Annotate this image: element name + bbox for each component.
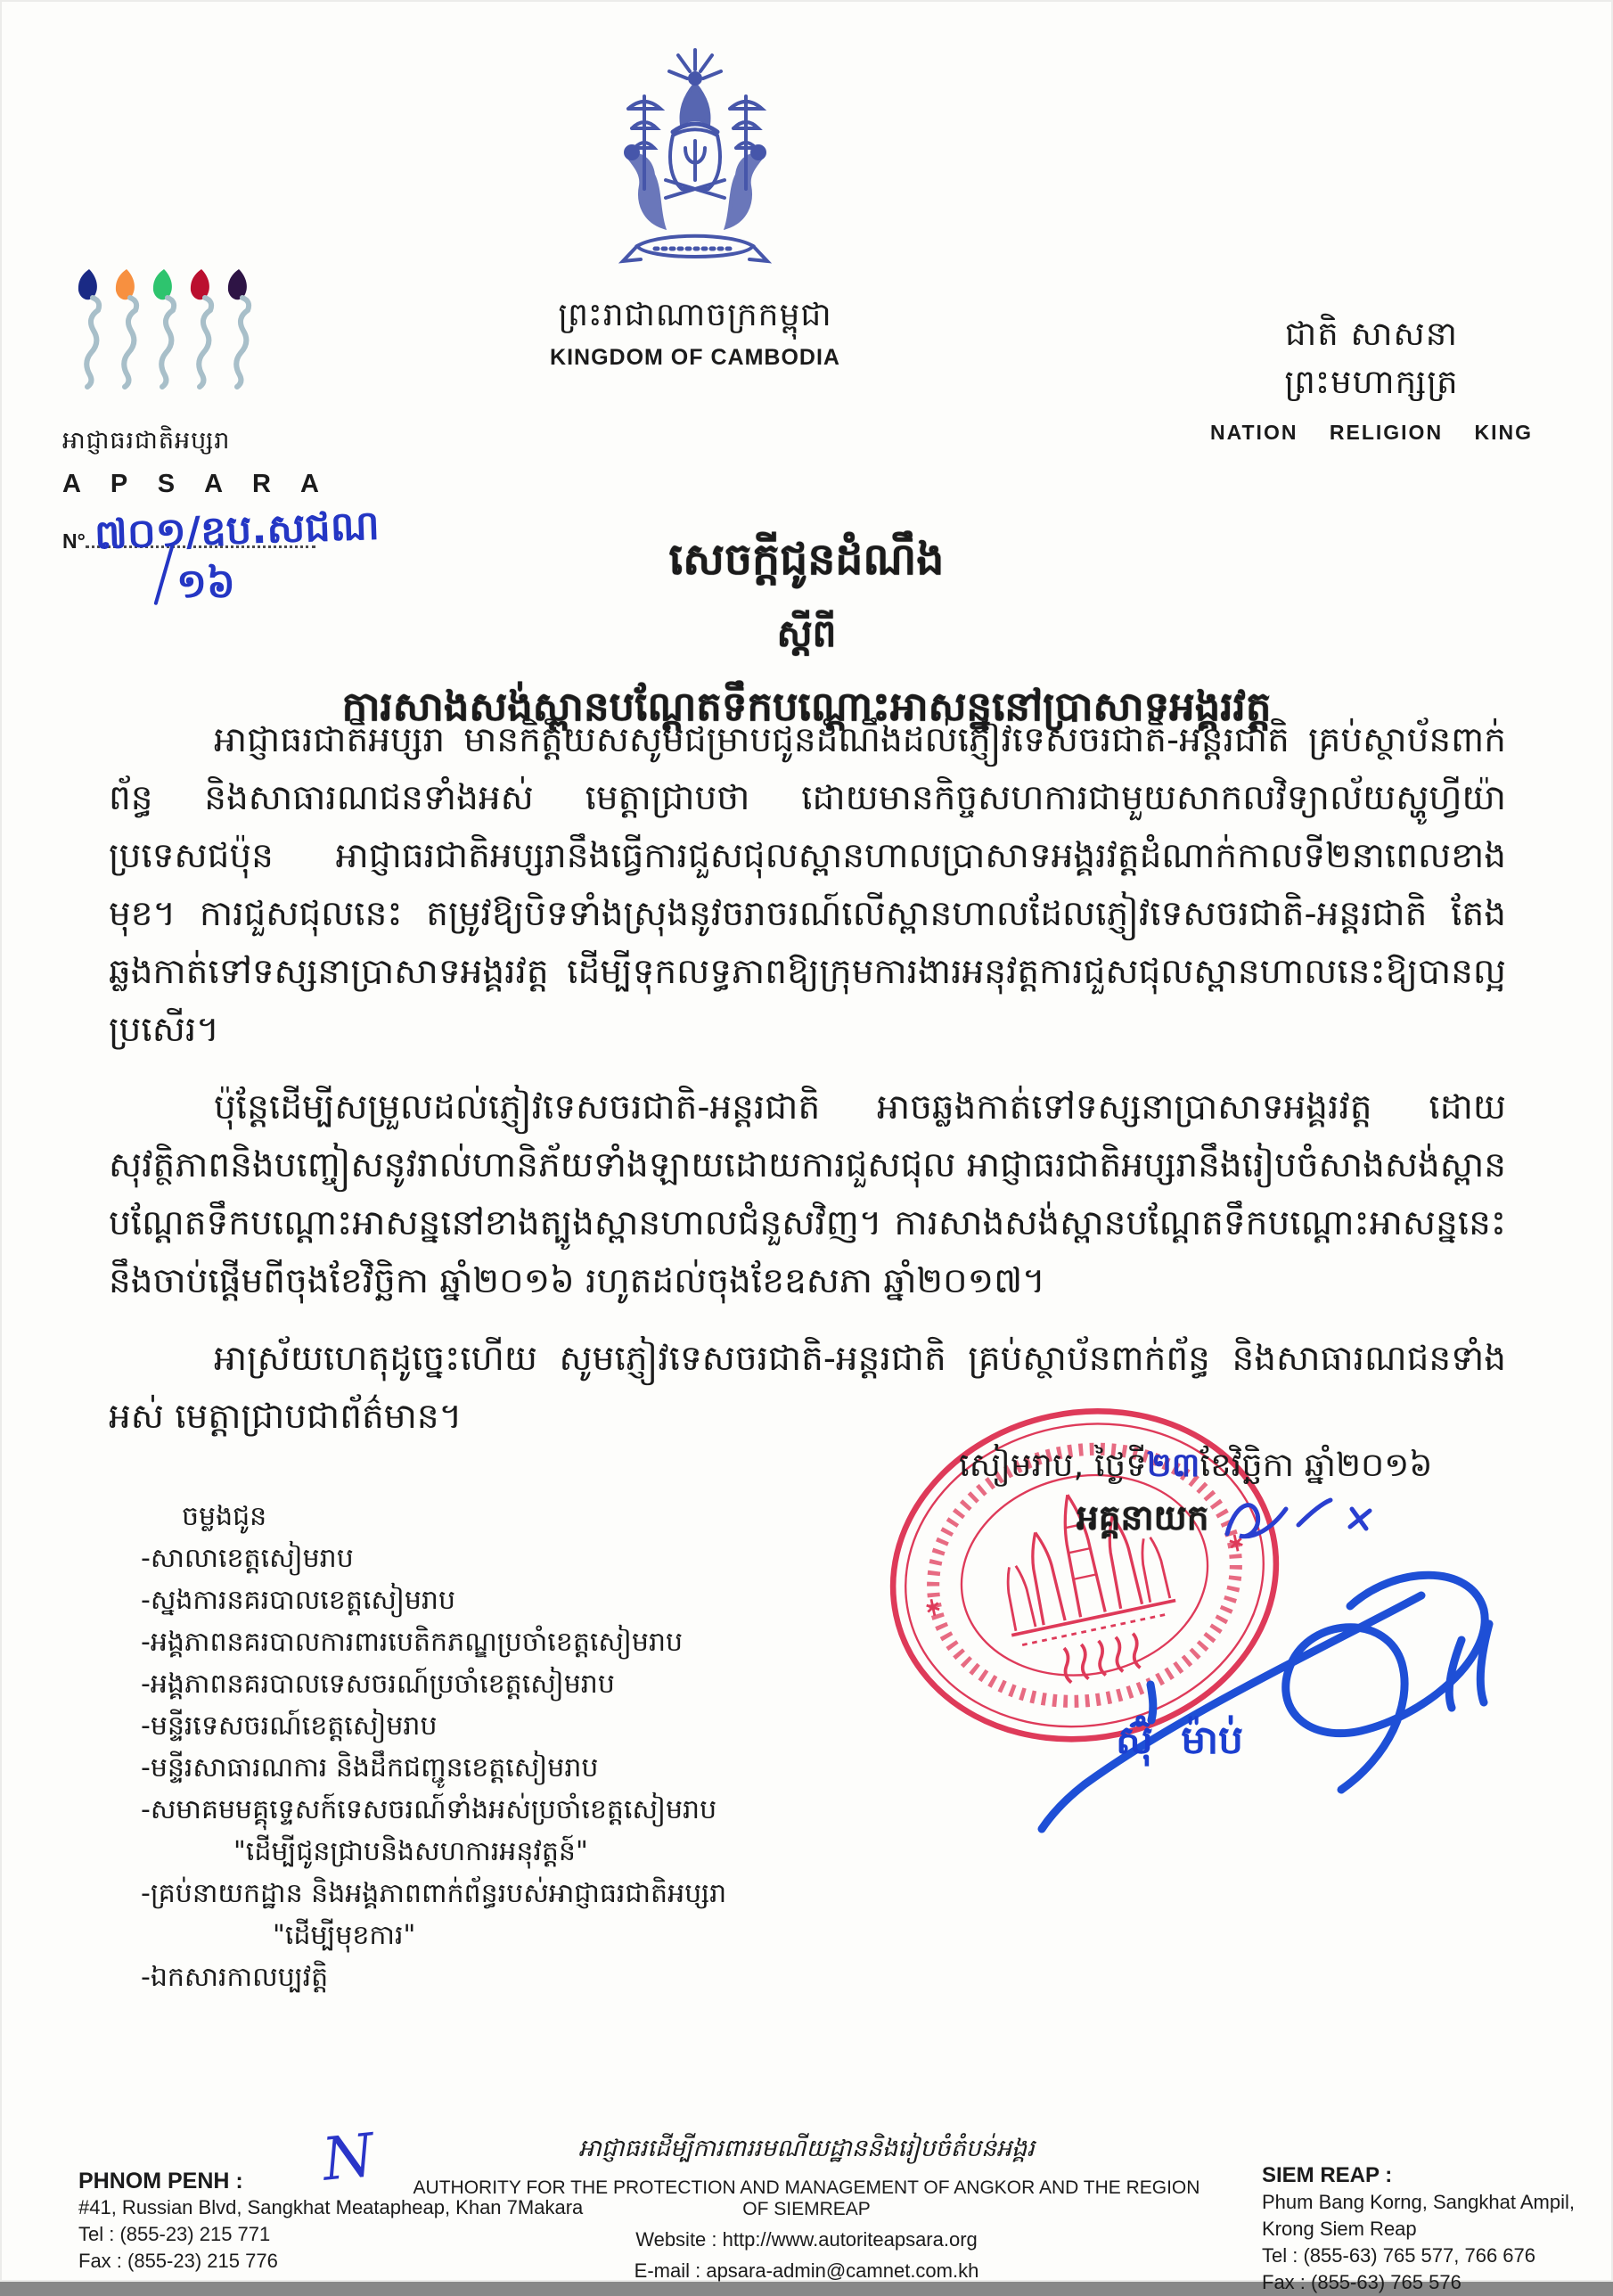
- footer-authority: [405, 2134, 1208, 2283]
- signer-title: អគ្គនាយក: [1077, 1497, 1209, 1538]
- national-motto-block: [1210, 314, 1533, 445]
- cc-item: -ស្នងការនគរបាលខេត្តសៀមរាប: [141, 1585, 456, 1616]
- letter-body: [109, 711, 1506, 1465]
- motto-religion: RELIGION: [1329, 421, 1444, 444]
- body-paragraph-1: អាជ្ញាធរជាតិអប្សរា មានកិត្តិយសសូមជម្រាបជូនដំណឹងដល់ភ្ញៀវទេសចរជាតិ-អន្តរជាតិ គ្រប់ស្ថាប័នពាក់ព័ន្ធ និងសាធារណជនទាំងអស់ មេត្តាជ្រាបថា ដោយមានកិច្ចសហការជាមួយសាកលវិទ្យាល័យស្ហូហ្វីយ៉ា ប្រទេសជប៉ុន អាជ្ញាធរជាតិអប្សរានឹងធ្វើការជួសជុលស្ពានហាលប្រាសាទអង្គរវត្តដំណាក់កាលទី២នាពេលខាងមុខ។ ការជួសជុលនេះ តម្រូវឱ្យបិទទាំងស្រុងនូវចរាចរណ៍លើស្ពានហាលដែលភ្ញៀវទេសចរជាតិ-អន្តរជាតិ តែងឆ្លងកាត់ទៅទស្សនាប្រាសាទអង្គរវត្ត ដើម្បីទុកលទ្ធភាពឱ្យក្រុមការងារអនុវត្តការជួសជុលស្ពានហាលនេះឱ្យបានល្អប្រសើរ។: [109, 720, 1506, 1050]
- cc-heading: ចម្លងជូន: [182, 1501, 267, 1532]
- apsara-letterhead-block: [62, 264, 383, 607]
- cc-item: -មន្ទីរសាធារណការ និងដឹកជញ្ជូនខេត្តសៀមរាប: [141, 1752, 599, 1784]
- footer-authority-english: AUTHORITY FOR THE PROTECTION AND MANAGEMENT OF ANGKOR AND THE REGION OF SIEMREAP: [413, 2177, 1200, 2219]
- cc-item: -មន្ទីរទេសចរណ៍ខេត្តសៀមរាប: [141, 1710, 438, 1742]
- footer-sr-tel: Tel : (855-63) 765 577, 766 676: [1262, 2244, 1536, 2267]
- cc-list: [141, 1496, 854, 1998]
- footer-sr-title: SIEM REAP :: [1262, 2163, 1393, 2187]
- cc-item-note: "ដើម្បីមុខការ": [273, 1920, 416, 1951]
- date-suffix: ខែវិច្ឆិកា ឆ្នាំ២០១៦: [1200, 1446, 1433, 1484]
- date-prefix: សៀមរាប, ថ្ងៃទី: [959, 1446, 1147, 1484]
- cc-item: -សាលាខេត្តសៀមរាប: [141, 1543, 354, 1574]
- title-announcement: សេចក្តីជូនដំណឹង: [668, 534, 945, 585]
- letter-title-block: [0, 531, 1613, 740]
- signer-title-row: [1077, 1491, 1412, 1552]
- body-paragraph-3: អាស្រ័យហេតុដូច្នេះហើយ សូមភ្ញៀវទេសចរជាតិ-អន្តរជាតិ គ្រប់ស្ថាប័នពាក់ព័ន្ធ និងសាធារណជនទាំងអស់ មេត្តាជ្រាបជាព័ត៌មាន។: [109, 1339, 1506, 1437]
- apsara-name-english: A P S A R A: [62, 470, 331, 498]
- royal-arms-icon: [610, 270, 780, 287]
- signer-initials-icon: [1216, 1491, 1412, 1552]
- kingdom-name-khmer: ព្រះរាជាណាចក្រកម្ពុជា: [558, 297, 832, 333]
- date-day-handwritten: ២៣: [1146, 1446, 1200, 1484]
- body-paragraph-2: ប៉ុន្តែដើម្បីសម្រួលដល់ភ្ញៀវទេសចរជាតិ-អន្តរជាតិ អាចឆ្លងកាត់ទៅទស្សនាប្រាសាទអង្គរវត្ត ដោយសុវត្ថិភាពនិងបញ្ចៀសនូវរាល់ហានិភ័យទាំងឡាយដោយការជួសជុល អាជ្ញាធរជាតិអប្សរានឹងរៀបចំសាងសង់ស្ពានបណ្តែតទឹកបណ្តោះអាសន្ននៅខាងត្បូងស្ពានហាលជំនួសវិញ។ ការសាងសង់ស្ពានបណ្តែតទឹកបណ្តោះអាសន្ននេះ នឹងចាប់ផ្តើមពីចុងខែវិច្ឆិកា ឆ្នាំ២០១៦ រហូតដល់ចុងខែឧសភា ឆ្នាំ២០១៧។: [109, 1087, 1506, 1301]
- cc-item-note: "ដើម្បីជូនជ្រាបនិងសហការអនុវត្តន៍": [233, 1836, 588, 1867]
- footer-siem-reap: [1262, 2162, 1613, 2296]
- title-subject: ការសាងសង់ស្ពានបណ្តែតទឹកបណ្តោះអាសន្ននៅប្រាសាទអង្គរវត្ត: [341, 683, 1272, 730]
- footer-sr-address: Phum Bang Korng, Sangkhat Ampil, Krong Siem Reap: [1262, 2191, 1575, 2240]
- footer-pp-tel: Tel : (855-23) 215 771: [78, 2223, 271, 2245]
- motto-nation: NATION: [1210, 421, 1298, 444]
- footer-authority-khmer: អាជ្ញាធរដើម្បីការពាររមណីយដ្ឋាននិងរៀបចំតំបន់អង្គរ: [578, 2135, 1035, 2162]
- reference-number-handwritten: ៧០១/ឧប.សជណ: [94, 501, 381, 559]
- apsara-logo-icon: [62, 400, 272, 417]
- title-concerning: ស្តីពី: [776, 611, 837, 655]
- footer-pp-title: PHNOM PENH :: [78, 2169, 243, 2194]
- cc-item: -គ្រប់នាយកដ្ឋាន និងអង្គភាពពាក់ព័ន្ធរបស់អាជ្ញាធរជាតិអប្សរា: [141, 1878, 727, 1909]
- cc-item: -អង្គភាពនគរបាលទេសចរណ៍ប្រចាំខេត្តសៀមរាប: [141, 1669, 615, 1700]
- cc-item: -ឯកសារកាលប្បវត្តិ: [141, 1962, 329, 1993]
- kingdom-name-english: KINGDOM OF CAMBODIA: [550, 345, 840, 370]
- motto-khmer: ជាតិ សាសនា ព្រះមហាក្សត្រ: [1284, 315, 1459, 401]
- motto-english: [1210, 421, 1533, 445]
- reference-label: N°: [62, 529, 86, 553]
- footer-pp-address: #41, Russian Blvd, Sangkhat Meatapheap, Khan 7Makara: [78, 2196, 584, 2218]
- cc-item: -អង្គភាពនគរបាលការពារបេតិកភណ្ឌប្រចាំខេត្តសៀមរាប: [141, 1627, 684, 1658]
- footer-website: Website : http://www.autoriteapsara.org: [635, 2228, 978, 2251]
- header-emblem-block: [535, 45, 856, 371]
- footer-pp-fax: Fax : (855-23) 215 776: [78, 2250, 278, 2272]
- footer-email: E-mail : apsara-admin@camnet.com.kh: [634, 2259, 979, 2282]
- handwritten-check-mark: N: [319, 2120, 378, 2194]
- cc-item: -សមាគមមគ្គុទ្ទេសក៍ទេសចរណ៍ទាំងអស់ប្រចាំខេត្តសៀមរាប: [141, 1794, 717, 1825]
- place-and-date-line: [959, 1445, 1432, 1493]
- signer-name: ស៊ុំ ម៉ាប់: [1116, 1718, 1244, 1763]
- signature-icon: [976, 1551, 1528, 1857]
- footer-sr-fax: Fax : (855-63) 765 576: [1262, 2271, 1462, 2293]
- motto-king: KING: [1474, 421, 1533, 444]
- apsara-name-khmer: អាជ្ញាធរជាតិអប្សរា: [62, 427, 231, 455]
- signature-zone: [891, 1439, 1595, 2063]
- reference-number-handwritten-2: ១៦: [176, 560, 235, 607]
